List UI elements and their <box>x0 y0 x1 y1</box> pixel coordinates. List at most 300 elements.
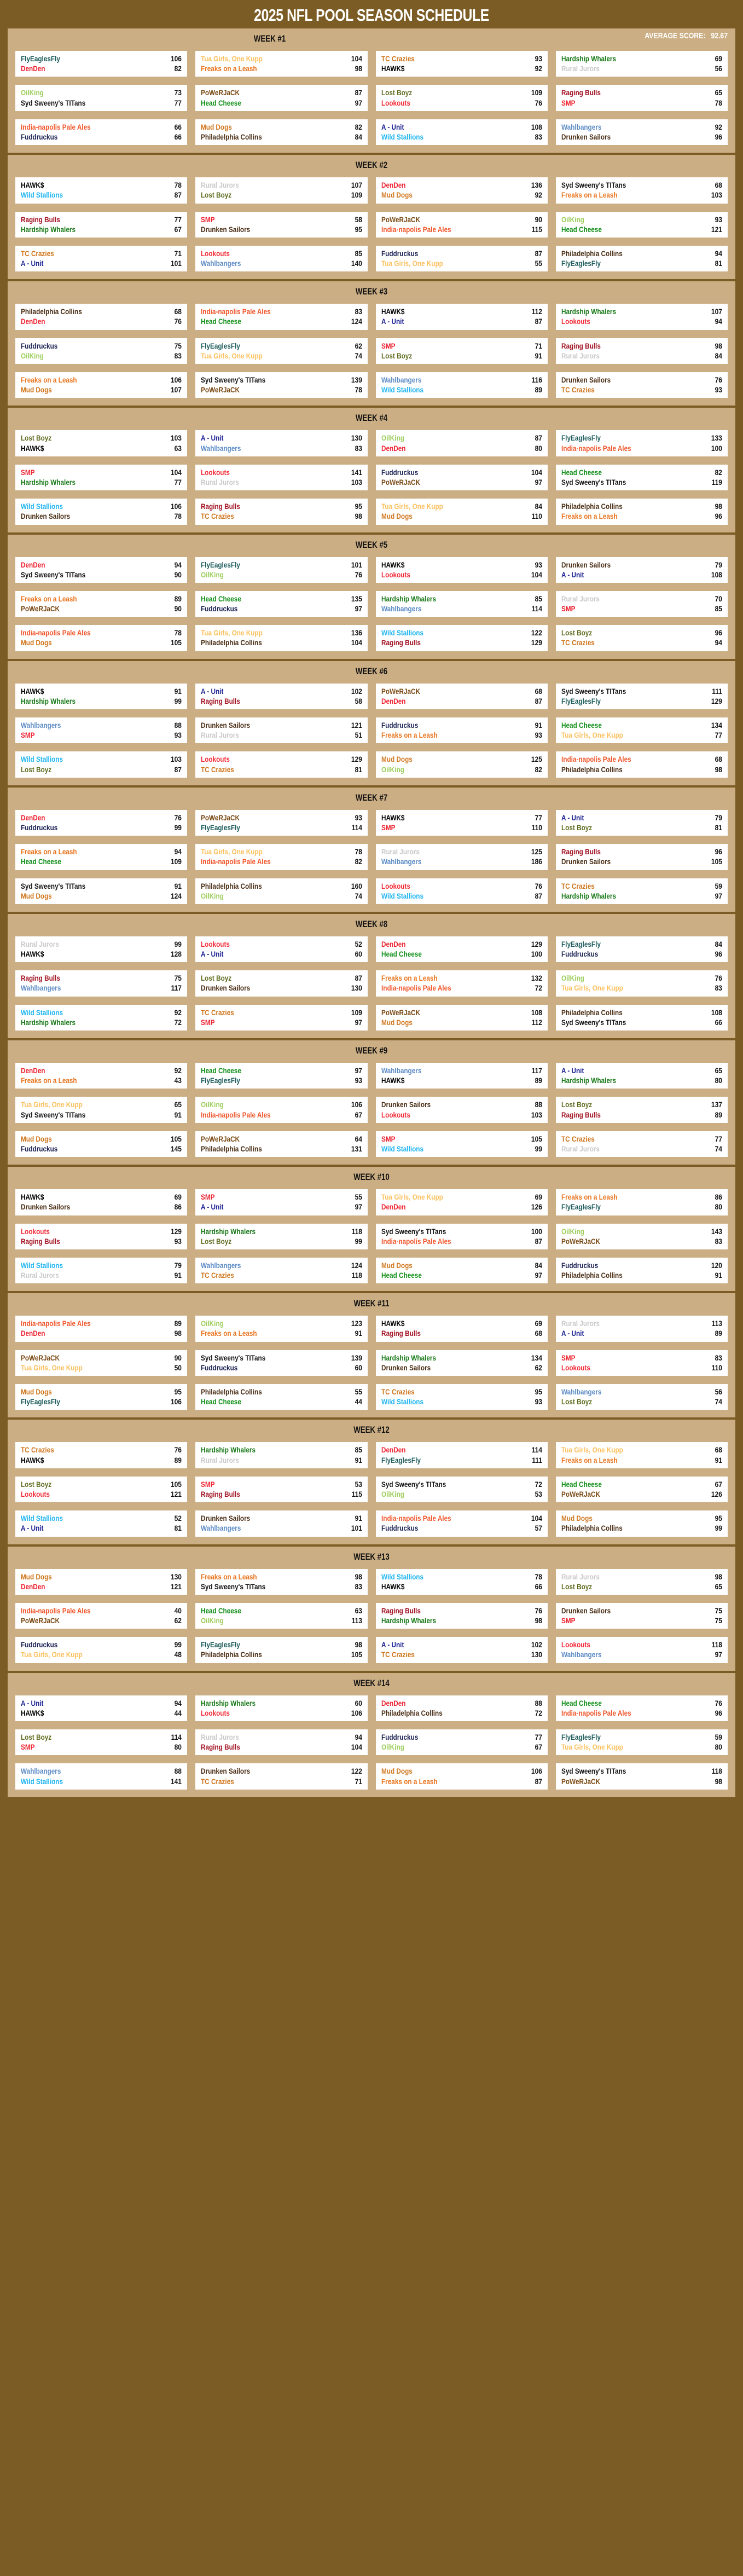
game-card[interactable] <box>556 1637 728 1663</box>
game-card[interactable] <box>556 1131 728 1157</box>
game-card[interactable] <box>556 1258 728 1283</box>
away-team-line <box>21 1698 182 1708</box>
home-team-line <box>381 730 542 740</box>
game-card[interactable] <box>195 1603 367 1629</box>
game-card[interactable] <box>15 717 187 743</box>
team-score: 160 <box>351 881 362 890</box>
team-name-freaks-on-a-leash: Freaks on a Leash <box>21 594 77 603</box>
game-card[interactable] <box>556 970 728 996</box>
game-card[interactable] <box>376 878 548 904</box>
team-name-powerjack: PoWeRJaCK <box>201 1134 240 1143</box>
game-card[interactable] <box>376 1729 548 1755</box>
game-card[interactable] <box>195 1763 367 1789</box>
away-team-line <box>21 306 182 316</box>
team-score: 78 <box>355 385 362 395</box>
game-card[interactable] <box>376 499 548 524</box>
game-card[interactable] <box>195 430 367 456</box>
home-team-line <box>201 63 362 73</box>
team-score: 76 <box>535 98 542 107</box>
game-card[interactable] <box>556 751 728 777</box>
game-card[interactable] <box>376 1442 548 1468</box>
game-card[interactable] <box>556 246 728 271</box>
team-score: 67 <box>174 224 182 234</box>
team-name-philadelphia-collins: Philadelphia Collins <box>561 765 623 774</box>
team-name-a-unit: A - Unit <box>21 259 44 268</box>
team-name-wahlbangers: Wahlbangers <box>561 122 602 131</box>
team-score: 84 <box>535 1260 542 1270</box>
home-team-line <box>381 190 542 200</box>
game-card[interactable] <box>376 1637 548 1663</box>
game-card[interactable] <box>556 177 728 203</box>
game-card[interactable] <box>15 51 187 77</box>
home-team-line <box>21 1523 182 1533</box>
week-board-13 <box>8 1544 735 1671</box>
away-team-line <box>21 973 182 983</box>
team-name-wahlbangers: Wahlbangers <box>381 1066 421 1075</box>
game-card[interactable] <box>15 1258 187 1283</box>
away-team-line <box>561 1572 722 1582</box>
game-card[interactable] <box>195 717 367 743</box>
game-card[interactable] <box>195 970 367 996</box>
team-score: 139 <box>351 375 362 384</box>
game-card[interactable] <box>15 1510 187 1536</box>
game-card[interactable] <box>15 1603 187 1629</box>
game-card[interactable] <box>376 970 548 996</box>
team-score: 72 <box>535 1708 542 1717</box>
game-card[interactable] <box>195 1442 367 1468</box>
team-name-head-cheese: Head Cheese <box>201 1066 242 1075</box>
game-card[interactable] <box>15 304 187 329</box>
team-score: 105 <box>351 1650 362 1659</box>
home-team-line <box>561 1270 722 1280</box>
game-card[interactable] <box>15 625 187 651</box>
game-card[interactable] <box>15 499 187 524</box>
game-card[interactable] <box>376 717 548 743</box>
game-card[interactable] <box>195 1224 367 1249</box>
game-card[interactable] <box>195 1510 367 1536</box>
game-card[interactable] <box>195 1477 367 1502</box>
game-card[interactable] <box>376 810 548 836</box>
game-card[interactable] <box>376 1350 548 1376</box>
team-score: 136 <box>531 181 542 190</box>
game-card[interactable] <box>15 878 187 904</box>
team-score: 95 <box>535 1387 542 1396</box>
game-card[interactable] <box>376 304 548 329</box>
game-card[interactable] <box>556 1350 728 1376</box>
game-card[interactable] <box>376 372 548 398</box>
game-card[interactable] <box>15 557 187 583</box>
game-card[interactable] <box>195 246 367 271</box>
game-card[interactable] <box>195 878 367 904</box>
team-score: 57 <box>535 1524 542 1533</box>
team-score: 75 <box>715 1616 722 1625</box>
game-card[interactable] <box>376 1224 548 1249</box>
team-name-oilking: OilKing <box>381 1743 404 1752</box>
team-score: 56 <box>715 1387 722 1396</box>
game-card[interactable] <box>15 751 187 777</box>
team-score: 67 <box>535 1743 542 1752</box>
team-score: 91 <box>174 1110 182 1119</box>
home-team-line <box>21 856 182 866</box>
game-card[interactable] <box>195 591 367 617</box>
game-card[interactable] <box>15 338 187 364</box>
team-score: 59 <box>715 1733 722 1741</box>
game-card[interactable] <box>556 625 728 651</box>
game-card[interactable] <box>376 1384 548 1410</box>
game-card[interactable] <box>376 1131 548 1157</box>
game-card[interactable] <box>556 878 728 904</box>
away-team-line <box>381 501 542 511</box>
team-score: 72 <box>174 1017 182 1027</box>
team-score: 126 <box>711 1489 722 1498</box>
game-card[interactable] <box>376 177 548 203</box>
game-card[interactable] <box>195 684 367 709</box>
team-name-freaks-on-a-leash: Freaks on a Leash <box>381 974 438 983</box>
games-row <box>15 1224 728 1249</box>
average-score <box>645 31 728 40</box>
game-card[interactable] <box>195 1384 367 1410</box>
game-card[interactable] <box>15 372 187 398</box>
game-card[interactable] <box>195 1637 367 1663</box>
home-team-line <box>381 1708 542 1718</box>
game-card[interactable] <box>15 936 187 962</box>
team-name-rural-jurors: Rural Jurors <box>21 1271 59 1280</box>
home-team-line <box>561 1523 722 1533</box>
team-name-smp: SMP <box>201 1193 215 1202</box>
game-card[interactable] <box>195 499 367 524</box>
game-card[interactable] <box>195 338 367 364</box>
games-row <box>15 246 728 271</box>
game-card[interactable] <box>556 717 728 743</box>
team-score: 87 <box>535 248 542 258</box>
game-card[interactable] <box>556 430 728 456</box>
game-card[interactable] <box>556 1510 728 1536</box>
game-card[interactable] <box>556 1442 728 1468</box>
team-name-lost-boyz: Lost Boyz <box>21 1479 52 1489</box>
team-score: 120 <box>711 1260 722 1270</box>
team-score: 78 <box>355 847 362 856</box>
away-team-line <box>21 686 182 696</box>
game-card[interactable] <box>556 465 728 490</box>
team-score: 89 <box>174 1319 182 1328</box>
team-score: 105 <box>531 1134 542 1143</box>
team-score: 91 <box>715 1271 722 1280</box>
game-card[interactable] <box>556 1569 728 1595</box>
team-name-drunken-sailors: Drunken Sailors <box>561 560 611 569</box>
away-team-line <box>561 215 722 224</box>
game-card[interactable] <box>15 1316 187 1341</box>
team-score: 78 <box>174 628 182 638</box>
team-score: 92 <box>715 122 722 131</box>
game-card[interactable] <box>15 177 187 203</box>
team-score: 100 <box>531 950 542 959</box>
game-card[interactable] <box>15 465 187 490</box>
game-card[interactable] <box>15 1350 187 1376</box>
game-card[interactable] <box>556 372 728 398</box>
game-card[interactable] <box>195 751 367 777</box>
game-card[interactable] <box>556 936 728 962</box>
game-card[interactable] <box>556 844 728 870</box>
game-card[interactable] <box>376 684 548 709</box>
team-score: 65 <box>174 1100 182 1109</box>
home-team-line <box>201 730 362 740</box>
team-score: 103 <box>351 477 362 487</box>
game-card[interactable] <box>556 85 728 111</box>
game-card[interactable] <box>15 212 187 238</box>
game-card[interactable] <box>556 810 728 836</box>
team-score: 69 <box>174 1193 182 1202</box>
team-name-lookouts: Lookouts <box>561 317 590 326</box>
game-card[interactable] <box>376 430 548 456</box>
game-card[interactable] <box>556 304 728 329</box>
game-card[interactable] <box>556 591 728 617</box>
team-name-hardship-whalers: Hardship Whalers <box>21 696 76 705</box>
week-board-6 <box>8 659 735 785</box>
game-card[interactable] <box>376 625 548 651</box>
game-card[interactable] <box>195 1005 367 1031</box>
away-team-line <box>201 248 362 258</box>
team-score: 89 <box>535 1076 542 1085</box>
game-card[interactable] <box>15 85 187 111</box>
team-name-smp: SMP <box>201 1479 215 1489</box>
game-card[interactable] <box>15 1224 187 1249</box>
game-card[interactable] <box>15 1763 187 1789</box>
away-team-line <box>561 248 722 258</box>
team-score: 122 <box>351 1767 362 1776</box>
game-card[interactable] <box>556 212 728 238</box>
team-name-mud-dogs: Mud Dogs <box>21 891 52 900</box>
game-card[interactable] <box>195 844 367 870</box>
team-score: 114 <box>531 1445 542 1455</box>
game-card[interactable] <box>15 591 187 617</box>
game-card[interactable] <box>376 1316 548 1341</box>
away-team-line <box>21 1066 182 1075</box>
game-card[interactable] <box>195 1316 367 1341</box>
home-team-line <box>381 1397 542 1406</box>
game-card[interactable] <box>376 1763 548 1789</box>
away-team-line <box>561 180 722 190</box>
team-name-mud-dogs: Mud Dogs <box>21 1134 52 1143</box>
home-team-line <box>381 1455 542 1465</box>
game-card[interactable] <box>15 1569 187 1595</box>
game-card[interactable] <box>15 1063 187 1089</box>
team-score: 73 <box>174 88 182 97</box>
team-name-hardship-whalers: Hardship Whalers <box>561 54 616 63</box>
away-team-line <box>201 1134 362 1144</box>
game-card[interactable] <box>15 1477 187 1502</box>
game-card[interactable] <box>376 465 548 490</box>
game-card[interactable] <box>195 85 367 111</box>
game-card[interactable] <box>556 499 728 524</box>
game-card[interactable] <box>556 557 728 583</box>
team-score: 84 <box>715 351 722 360</box>
game-card[interactable] <box>376 1005 548 1031</box>
game-card[interactable] <box>195 212 367 238</box>
away-team-line <box>201 1387 362 1397</box>
game-card[interactable] <box>376 1603 548 1629</box>
game-card[interactable] <box>195 304 367 329</box>
game-card[interactable] <box>15 430 187 456</box>
games-row <box>15 1510 728 1536</box>
game-card[interactable] <box>195 1350 367 1376</box>
game-card[interactable] <box>556 1729 728 1755</box>
team-score: 87 <box>535 317 542 326</box>
game-card[interactable] <box>195 1189 367 1215</box>
game-card[interactable] <box>376 1695 548 1721</box>
game-card[interactable] <box>556 51 728 77</box>
away-team-line <box>21 88 182 97</box>
team-name-a-unit: A - Unit <box>381 317 404 326</box>
away-team-line <box>381 215 542 224</box>
games-row <box>15 844 728 870</box>
game-card[interactable] <box>15 844 187 870</box>
game-card[interactable] <box>195 1729 367 1755</box>
game-card[interactable] <box>376 557 548 583</box>
team-score: 76 <box>535 1606 542 1615</box>
game-card[interactable] <box>376 591 548 617</box>
team-name-wild-stallions: Wild Stallions <box>381 1572 423 1581</box>
team-name-philadelphia-collins: Philadelphia Collins <box>201 1387 262 1396</box>
game-card[interactable] <box>556 1189 728 1215</box>
team-name-philadelphia-collins: Philadelphia Collins <box>201 638 262 647</box>
away-team-line <box>381 1192 542 1202</box>
game-card[interactable] <box>15 119 187 145</box>
game-card[interactable] <box>376 1063 548 1089</box>
game-card[interactable] <box>556 1763 728 1789</box>
team-name-a-unit: A - Unit <box>201 686 224 696</box>
team-name-tua-girls-one-kupp: Tua Girls, One Kupp <box>21 1650 83 1659</box>
game-card[interactable] <box>195 372 367 398</box>
team-score: 81 <box>715 823 722 832</box>
game-card[interactable] <box>556 1097 728 1122</box>
team-name-wahlbangers: Wahlbangers <box>201 1524 241 1533</box>
game-card[interactable] <box>376 246 548 271</box>
team-name-philadelphia-collins: Philadelphia Collins <box>561 1524 623 1533</box>
home-team-line <box>561 443 722 453</box>
team-score: 135 <box>351 594 362 603</box>
team-name-freaks-on-a-leash: Freaks on a Leash <box>561 512 618 521</box>
away-team-line <box>381 754 542 764</box>
game-card[interactable] <box>376 338 548 364</box>
home-team-line <box>21 1075 182 1085</box>
game-card[interactable] <box>195 1569 367 1595</box>
away-team-line <box>561 433 722 443</box>
game-card[interactable] <box>195 177 367 203</box>
game-card[interactable] <box>195 936 367 962</box>
game-card[interactable] <box>195 465 367 490</box>
game-card[interactable] <box>15 1637 187 1663</box>
games-row <box>15 1637 728 1663</box>
game-card[interactable] <box>556 1224 728 1249</box>
game-card[interactable] <box>15 1189 187 1215</box>
game-card[interactable] <box>556 1384 728 1410</box>
game-card[interactable] <box>15 1442 187 1468</box>
team-score: 74 <box>355 891 362 900</box>
team-score: 60 <box>355 1698 362 1707</box>
game-card[interactable] <box>15 1097 187 1122</box>
team-score: 55 <box>355 1387 362 1396</box>
away-team-line <box>201 215 362 224</box>
team-score: 102 <box>531 1640 542 1649</box>
away-team-line <box>201 1066 362 1075</box>
game-card[interactable] <box>195 51 367 77</box>
game-card[interactable] <box>556 1695 728 1721</box>
team-score: 93 <box>355 1076 362 1085</box>
game-card[interactable] <box>556 338 728 364</box>
game-card[interactable] <box>376 1510 548 1536</box>
game-card[interactable] <box>195 557 367 583</box>
game-card[interactable] <box>376 1258 548 1283</box>
week-header-1: WEEK #1 <box>65 28 474 50</box>
team-name-a-unit: A - Unit <box>561 1066 584 1075</box>
game-card[interactable] <box>376 1569 548 1595</box>
team-name-head-cheese: Head Cheese <box>201 98 242 107</box>
game-card[interactable] <box>556 1316 728 1341</box>
game-card[interactable] <box>15 684 187 709</box>
week-board-10 <box>8 1165 735 1291</box>
home-team-line <box>381 1017 542 1027</box>
game-card[interactable] <box>195 1258 367 1283</box>
game-card[interactable] <box>556 1005 728 1031</box>
team-score: 48 <box>174 1650 182 1659</box>
game-card[interactable] <box>195 625 367 651</box>
game-card[interactable] <box>556 119 728 145</box>
game-card[interactable] <box>376 751 548 777</box>
game-card[interactable] <box>556 1603 728 1629</box>
game-card[interactable] <box>376 51 548 77</box>
home-team-line <box>21 696 182 706</box>
game-card[interactable] <box>195 810 367 836</box>
team-score: 139 <box>351 1353 362 1362</box>
game-card[interactable] <box>556 684 728 709</box>
game-card[interactable] <box>195 1063 367 1089</box>
game-card[interactable] <box>15 1695 187 1721</box>
game-card[interactable] <box>376 1189 548 1215</box>
game-card[interactable] <box>15 810 187 836</box>
game-card[interactable] <box>195 1131 367 1157</box>
game-card[interactable] <box>15 246 187 271</box>
game-card[interactable] <box>15 1005 187 1031</box>
game-card[interactable] <box>376 936 548 962</box>
team-score: 115 <box>531 224 542 234</box>
game-card[interactable] <box>15 970 187 996</box>
game-card[interactable] <box>15 1384 187 1410</box>
game-card[interactable] <box>376 212 548 238</box>
home-team-line <box>381 1236 542 1246</box>
team-name-freaks-on-a-leash: Freaks on a Leash <box>201 1572 257 1581</box>
game-card[interactable] <box>195 119 367 145</box>
home-team-line <box>381 949 542 959</box>
team-name-hawk: HAWK$ <box>21 1455 44 1464</box>
game-card[interactable] <box>376 85 548 111</box>
team-name-denden: DenDen <box>381 1698 405 1707</box>
game-card[interactable] <box>376 844 548 870</box>
team-score: 84 <box>535 502 542 511</box>
weeks-container <box>0 28 743 1797</box>
game-card[interactable] <box>556 1063 728 1089</box>
game-card[interactable] <box>556 1477 728 1502</box>
team-score: 56 <box>715 64 722 73</box>
game-card[interactable] <box>15 1131 187 1157</box>
game-card[interactable] <box>195 1695 367 1721</box>
team-name-raging-bulls: Raging Bulls <box>561 1110 601 1119</box>
game-card[interactable] <box>195 1097 367 1122</box>
team-score: 98 <box>715 1572 722 1581</box>
game-card[interactable] <box>15 1729 187 1755</box>
game-card[interactable] <box>376 1097 548 1122</box>
game-card[interactable] <box>376 1477 548 1502</box>
game-card[interactable] <box>376 119 548 145</box>
